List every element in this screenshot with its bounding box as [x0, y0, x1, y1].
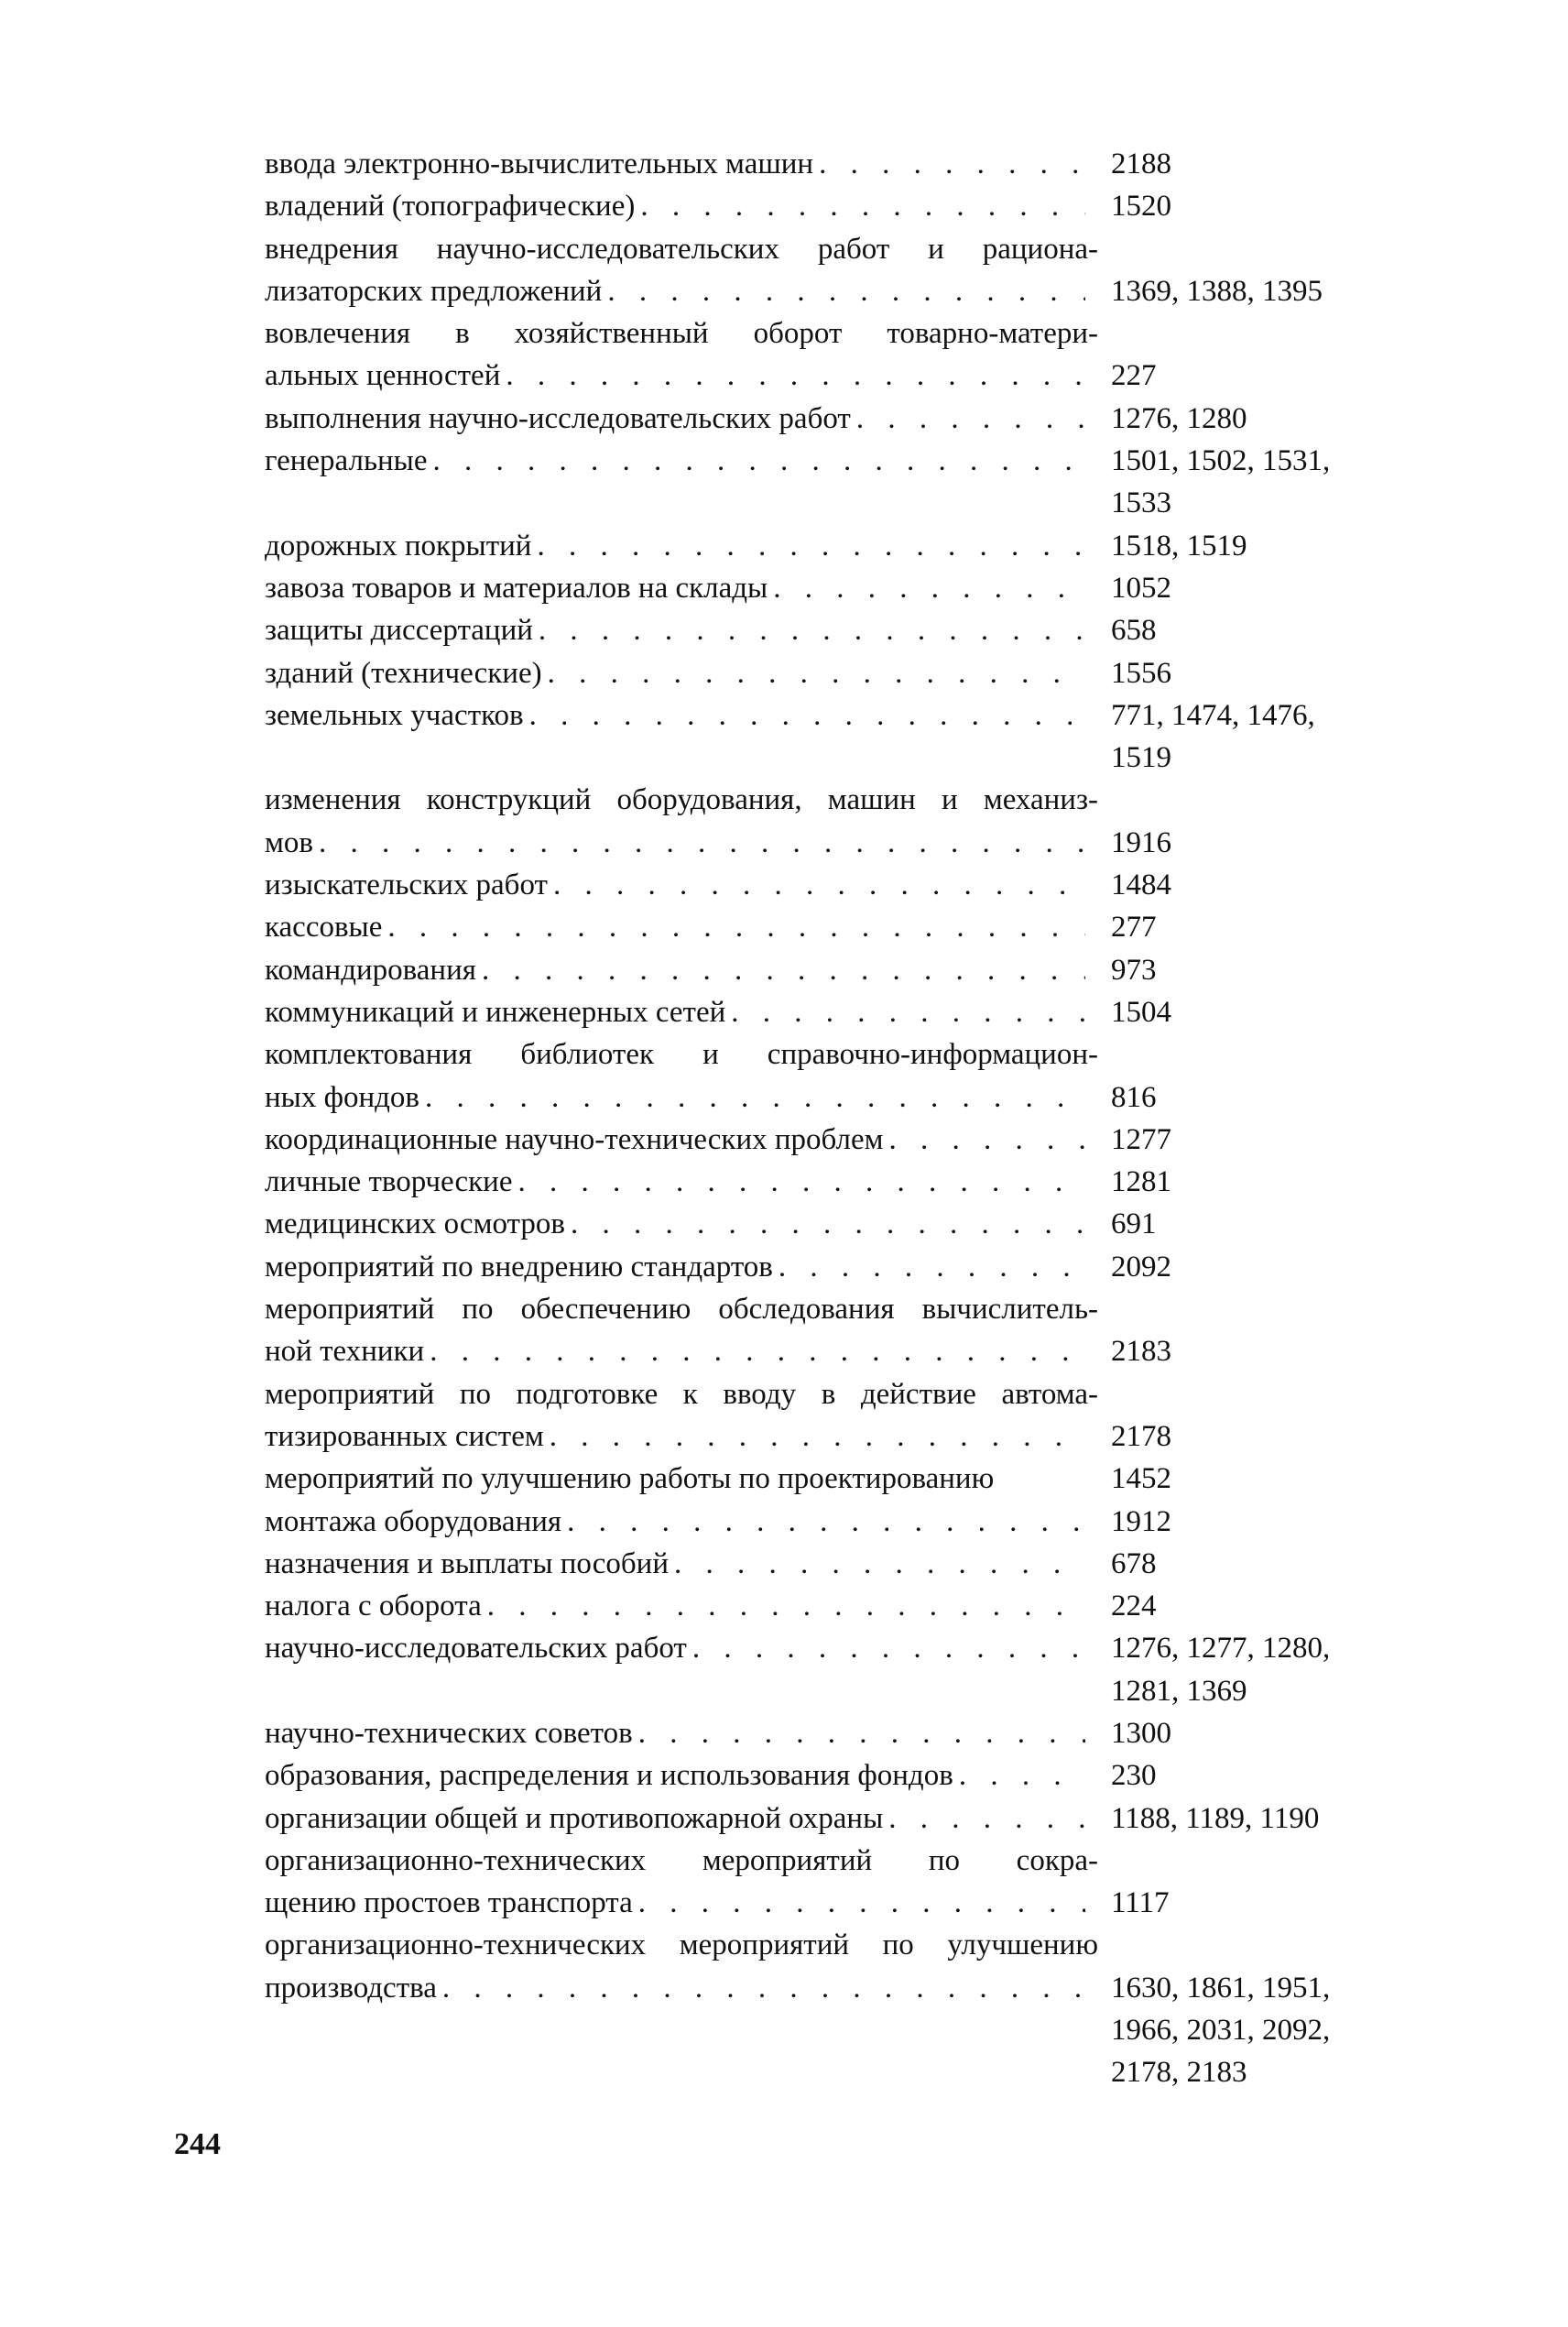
term-line	[265, 270, 1098, 312]
dot-leader	[638, 1882, 1085, 1924]
term-line	[265, 1754, 1098, 1797]
term-line	[265, 652, 1098, 694]
term-line	[265, 1246, 1098, 1288]
term-text: выполнения научно-исследовательских работ	[265, 401, 851, 435]
index-term	[265, 1246, 1098, 1288]
term-text: организации общей и противопожарной охраны	[265, 1801, 884, 1835]
term-line	[265, 991, 1098, 1033]
term-line	[265, 1330, 1098, 1372]
index-term	[265, 398, 1098, 440]
term-text: координационные научно-технических проблем	[265, 1122, 884, 1156]
term-line	[265, 1161, 1098, 1203]
term-text: мов	[265, 825, 313, 859]
dot-leader	[442, 1967, 1085, 2009]
page-reference-line: 230	[1111, 1759, 1157, 1793]
index-term	[265, 906, 1098, 948]
dot-leader	[819, 143, 1085, 185]
term-line	[265, 864, 1098, 906]
term-line	[265, 1501, 1098, 1543]
page-reference-line: 973	[1111, 953, 1157, 987]
page-reference-line: 1281, 1369	[1111, 1674, 1247, 1708]
index-entry	[265, 1501, 1419, 1543]
page-reference-line: 816	[1111, 1080, 1157, 1114]
page-reference-line: 1518, 1519	[1111, 529, 1247, 563]
page-references	[1098, 991, 1419, 1033]
term-text: ввода электронно-вычислительных машин	[265, 147, 814, 180]
page-references	[1098, 864, 1419, 906]
index-entry	[265, 440, 1419, 525]
index-term	[265, 779, 1098, 864]
page-references	[1098, 906, 1419, 948]
dot-leader	[567, 1501, 1085, 1543]
index-entry	[265, 1585, 1419, 1627]
dot-leader	[430, 1330, 1085, 1372]
term-line: вовлечения в хозяйственный оборот товарно-матери-	[265, 317, 1098, 351]
term-line	[265, 1543, 1098, 1585]
term-line	[265, 1415, 1098, 1458]
dot-leader	[553, 864, 1085, 906]
index-entry	[265, 1712, 1419, 1754]
index-entry	[265, 1246, 1419, 1288]
dot-leader	[539, 609, 1085, 651]
dot-leader	[640, 185, 1085, 227]
page-references	[1098, 312, 1419, 398]
page-references	[1098, 1627, 1419, 1712]
index-term	[265, 1840, 1098, 1925]
index-term	[265, 440, 1098, 525]
term-text: завоза товаров и материалов на склады	[265, 571, 768, 605]
index-term	[265, 1458, 1098, 1500]
index-entry	[265, 779, 1419, 864]
page-reference-line: 2178	[1111, 1419, 1171, 1453]
dot-leader	[731, 991, 1085, 1033]
page-reference-line: 227	[1111, 359, 1157, 393]
term-line	[265, 694, 1098, 737]
index-term	[265, 652, 1098, 694]
index-entry	[265, 312, 1419, 398]
term-text: щению простоев транспорта	[265, 1886, 633, 1920]
index-term	[265, 1585, 1098, 1627]
index-entry	[265, 1840, 1419, 1925]
dot-leader	[517, 1161, 1085, 1203]
page-reference-line: 771, 1474, 1476,	[1111, 698, 1315, 732]
term-text: назначения и выплаты пособий	[265, 1546, 669, 1580]
index-entry	[265, 1797, 1419, 1840]
term-line	[265, 1967, 1098, 2009]
page-reference-line: 1276, 1277, 1280,	[1111, 1632, 1331, 1666]
index-term	[265, 228, 1098, 313]
page-reference-line: 678	[1111, 1546, 1157, 1580]
term-line	[265, 1458, 1098, 1500]
term-text: научно-исследовательских работ	[265, 1632, 687, 1666]
dot-leader	[773, 567, 1085, 609]
term-line	[265, 949, 1098, 991]
dot-leader	[550, 1415, 1085, 1458]
index-term	[265, 1797, 1098, 1840]
index-entry	[265, 1754, 1419, 1797]
page-reference-line: 658	[1111, 614, 1157, 648]
index-term	[265, 143, 1098, 185]
page-references	[1098, 525, 1419, 567]
term-text: генеральные	[265, 444, 428, 478]
page-references	[1098, 1797, 1419, 1840]
term-text: образования, распределения и использования фондов	[265, 1759, 953, 1793]
term-line-blank	[265, 482, 1098, 524]
term-text: кассовые	[265, 911, 383, 945]
dot-leader	[425, 1076, 1085, 1119]
term-line	[265, 185, 1098, 227]
dot-leader	[487, 1585, 1085, 1627]
page-references	[1098, 1585, 1419, 1627]
term-line: организационно-технических мероприятий по улучшению	[265, 1928, 1098, 1962]
index-entry	[265, 567, 1419, 609]
page-references	[1098, 1033, 1419, 1119]
term-line	[265, 398, 1098, 440]
page-reference-line: 1556	[1111, 656, 1171, 690]
term-text: монтажа оборудования	[265, 1504, 562, 1538]
index-term	[265, 1543, 1098, 1585]
page-references	[1098, 1712, 1419, 1754]
dot-leader	[482, 949, 1085, 991]
term-line: мероприятий по обеспечению обследования вычислитель-	[265, 1293, 1098, 1327]
page-reference-line: 1966, 2031, 2092,	[1111, 2014, 1331, 2048]
dot-leader	[537, 525, 1085, 567]
index-term	[265, 609, 1098, 651]
page-references	[1098, 1501, 1419, 1543]
dot-leader	[607, 270, 1085, 312]
term-line	[265, 1797, 1098, 1840]
page-references	[1098, 398, 1419, 440]
index-term	[265, 1501, 1098, 1543]
page-reference-line: 1300	[1111, 1716, 1171, 1750]
term-text: земельных участков	[265, 698, 524, 732]
index-entry	[265, 1288, 1419, 1373]
index-entry	[265, 652, 1419, 694]
index-entry	[265, 185, 1419, 227]
index-term	[265, 1161, 1098, 1203]
index-entry	[265, 143, 1419, 185]
term-line	[265, 822, 1098, 864]
term-text: личные творческие	[265, 1165, 513, 1199]
index-term	[265, 1754, 1098, 1797]
index-entry	[265, 949, 1419, 991]
term-line	[265, 1882, 1098, 1924]
page-references	[1098, 779, 1419, 864]
index-term	[265, 1924, 1098, 2093]
term-text: ной техники	[265, 1335, 425, 1369]
term-line-blank	[265, 2009, 1098, 2051]
index-term	[265, 312, 1098, 398]
term-text: мероприятий по улучшению работы по проектированию	[265, 1462, 995, 1496]
page-references	[1098, 1246, 1419, 1288]
index-entry	[265, 1033, 1419, 1119]
term-text: дорожных покрытий	[265, 529, 532, 563]
index-entry	[265, 1373, 1419, 1458]
page-references	[1098, 1203, 1419, 1245]
term-line: изменения конструкций оборудования, машин и механиз-	[265, 783, 1098, 817]
page-reference-line: 1504	[1111, 995, 1171, 1029]
dot-leader	[959, 1754, 1085, 1797]
page-reference-line: 2092	[1111, 1250, 1171, 1284]
term-line	[265, 143, 1098, 185]
index-term	[265, 1712, 1098, 1754]
page-references	[1098, 567, 1419, 609]
page-references	[1098, 609, 1419, 651]
page-reference-line: 277	[1111, 911, 1157, 945]
index-entry	[265, 1924, 1419, 2093]
term-text: медицинских осмотров	[265, 1207, 565, 1241]
term-text: защиты диссертаций	[265, 614, 533, 648]
page-number: 244	[174, 2127, 221, 2161]
dot-leader	[856, 398, 1085, 440]
term-line: мероприятий по подготовке к вводу в действие автома-	[265, 1377, 1098, 1411]
page-reference-line: 1501, 1502, 1531,	[1111, 444, 1331, 478]
term-line	[265, 1712, 1098, 1754]
page-references	[1098, 440, 1419, 525]
dot-leader	[529, 694, 1085, 737]
index-term	[265, 185, 1098, 227]
term-text: налога с оборота	[265, 1590, 482, 1623]
term-text: командирования	[265, 953, 476, 987]
page-reference-line: 1519	[1111, 741, 1171, 775]
subject-index	[265, 143, 1419, 2094]
page-references	[1098, 1119, 1419, 1161]
term-line-blank	[265, 737, 1098, 779]
index-entry	[265, 525, 1419, 567]
page-reference-line: 1916	[1111, 825, 1171, 859]
page-references	[1098, 652, 1419, 694]
index-term	[265, 525, 1098, 567]
page-reference-line: 1117	[1111, 1886, 1170, 1920]
page-references	[1098, 228, 1419, 313]
dot-leader	[889, 1119, 1085, 1161]
page-reference-line: 1188, 1189, 1190	[1111, 1801, 1320, 1835]
page-reference-line: 1630, 1861, 1951,	[1111, 1971, 1331, 2005]
index-entry	[265, 906, 1419, 948]
term-line-blank	[265, 1670, 1098, 1712]
term-line	[265, 567, 1098, 609]
term-text: лизаторских предложений	[265, 274, 603, 308]
index-entry	[265, 1161, 1419, 1203]
index-entry	[265, 694, 1419, 780]
index-entry	[265, 1543, 1419, 1585]
term-line: внедрения научно-исследовательских работ и рациона-	[265, 232, 1098, 266]
page-references	[1098, 1373, 1419, 1458]
index-term	[265, 1373, 1098, 1458]
index-entry	[265, 1458, 1419, 1500]
term-line	[265, 1119, 1098, 1161]
dot-leader	[638, 1712, 1085, 1754]
index-term	[265, 1288, 1098, 1373]
page-references	[1098, 143, 1419, 185]
dot-leader	[692, 1627, 1085, 1669]
index-entry	[265, 1119, 1419, 1161]
term-line	[265, 1076, 1098, 1119]
term-line	[265, 609, 1098, 651]
term-line	[265, 1203, 1098, 1245]
dot-leader	[506, 355, 1085, 397]
page-references	[1098, 1288, 1419, 1373]
page-reference-line: 1276, 1280	[1111, 401, 1247, 435]
page-references	[1098, 185, 1419, 227]
term-line	[265, 355, 1098, 397]
index-term	[265, 1033, 1098, 1119]
page-references	[1098, 694, 1419, 780]
term-text: изыскательских работ	[265, 869, 548, 902]
page-references	[1098, 1458, 1419, 1500]
page-reference-line: 1369, 1388, 1395	[1111, 274, 1323, 308]
dot-leader	[571, 1203, 1085, 1245]
term-line	[265, 440, 1098, 482]
term-text: владений (топографические)	[265, 190, 636, 224]
dot-leader	[779, 1246, 1085, 1288]
term-text: зданий (технические)	[265, 656, 542, 690]
index-entry	[265, 864, 1419, 906]
dot-leader	[888, 1797, 1085, 1840]
page-reference-line: 1052	[1111, 571, 1171, 605]
term-line	[265, 1627, 1098, 1669]
page-reference-line: 691	[1111, 1207, 1157, 1241]
page-references	[1098, 1840, 1419, 1925]
index-entry	[265, 1203, 1419, 1245]
index-term	[265, 694, 1098, 780]
index-term	[265, 1119, 1098, 1161]
index-entry	[265, 609, 1419, 651]
page-reference-line: 1533	[1111, 486, 1171, 520]
dot-leader	[674, 1543, 1085, 1585]
term-text: тизированных систем	[265, 1419, 544, 1453]
page-references	[1098, 1543, 1419, 1585]
term-line	[265, 906, 1098, 948]
dot-leader	[433, 440, 1086, 482]
page-reference-line: 224	[1111, 1590, 1157, 1623]
term-text: альных ценностей	[265, 359, 501, 393]
term-text: мероприятий по внедрению стандартов	[265, 1250, 773, 1284]
page-reference-line: 2178, 2183	[1111, 2056, 1247, 2090]
index-entry	[265, 398, 1419, 440]
page-references	[1098, 1161, 1419, 1203]
dot-leader	[548, 652, 1085, 694]
index-entry	[265, 228, 1419, 313]
page-reference-line: 1281	[1111, 1165, 1171, 1199]
index-term	[265, 567, 1098, 609]
page-references	[1098, 1924, 1419, 2093]
term-line-blank	[265, 2051, 1098, 2093]
page-reference-line: 2188	[1111, 147, 1171, 180]
term-line	[265, 1585, 1098, 1627]
index-term	[265, 1203, 1098, 1245]
index-term	[265, 949, 1098, 991]
term-line	[265, 525, 1098, 567]
index-term	[265, 864, 1098, 906]
page-reference-line: 1912	[1111, 1504, 1171, 1538]
index-entry	[265, 991, 1419, 1033]
index-term	[265, 1627, 1098, 1712]
page-reference-line: 2183	[1111, 1335, 1171, 1369]
page-references	[1098, 1754, 1419, 1797]
page-reference-line: 1484	[1111, 869, 1171, 902]
term-text: производства	[265, 1971, 437, 2005]
page-reference-line: 1277	[1111, 1122, 1171, 1156]
page-reference-line: 1520	[1111, 190, 1171, 224]
page-references	[1098, 949, 1419, 991]
dot-leader	[319, 822, 1085, 864]
index-term	[265, 991, 1098, 1033]
term-line: организационно-технических мероприятий по сокра-	[265, 1843, 1098, 1877]
page-reference-line: 1452	[1111, 1462, 1171, 1496]
term-text: ных фондов	[265, 1080, 419, 1114]
term-text: научно-технических советов	[265, 1716, 633, 1750]
index-entry	[265, 1627, 1419, 1712]
dot-leader	[387, 906, 1085, 948]
term-line: комплектования библиотек и справочно-информацион-	[265, 1038, 1098, 1072]
term-text: коммуникаций и инженерных сетей	[265, 995, 726, 1029]
